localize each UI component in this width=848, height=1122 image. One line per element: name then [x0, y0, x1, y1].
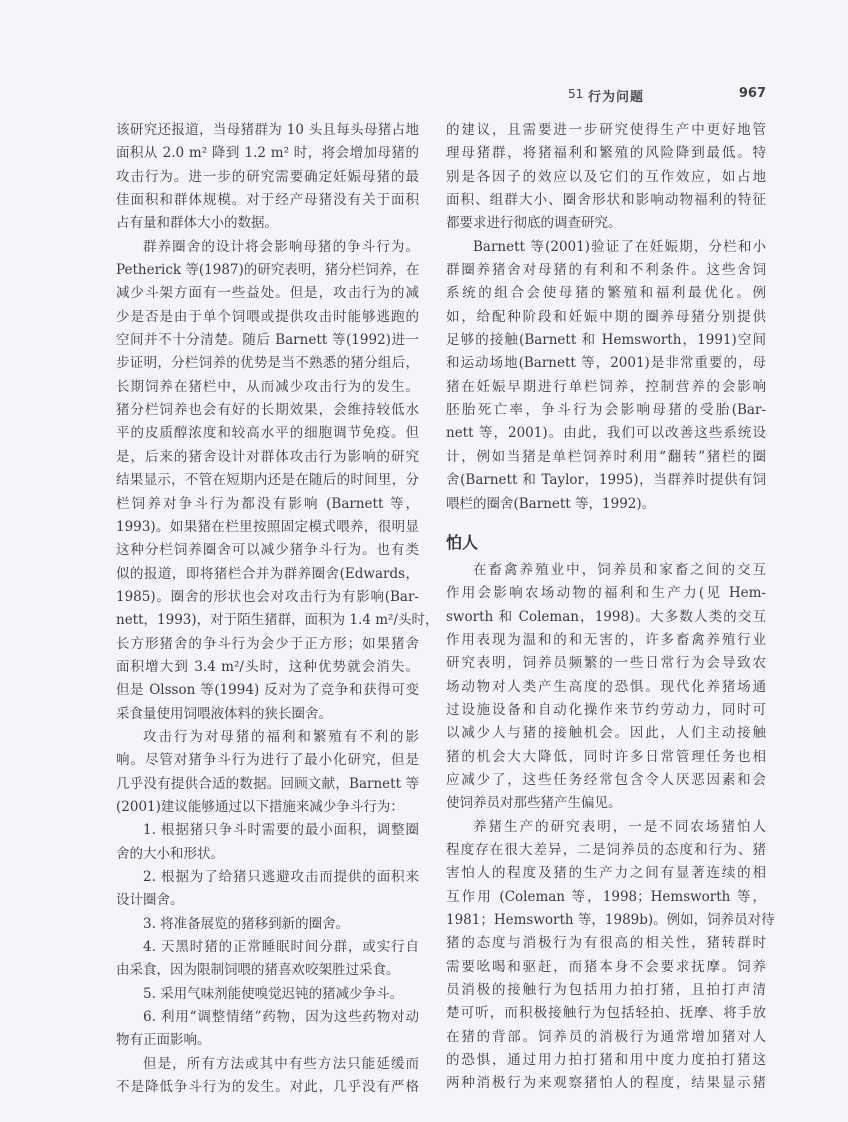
text-line: Barnett 等(2001)验证了在妊娠期，分栏和小: [473, 238, 766, 255]
text-line: 楚可听，而积极接触行为包括轻拍、抚摩、将手放: [446, 1005, 766, 1022]
paragraph: [116, 819, 419, 866]
paragraph: [116, 726, 419, 819]
text-line: 几乎没有提供合适的数据。回顾文献，Barnett 等: [116, 775, 419, 792]
text-line: 减少斗架方面有一些益处。但是，攻击行为的减: [116, 285, 419, 302]
text-line: 喂栏的圈舍(Barnett 等，1992)。: [446, 495, 656, 512]
paragraph: [116, 1006, 419, 1053]
text-line: 应减少了，这些任务经常包含令人厌恶因素和会: [446, 771, 766, 788]
text-line: 佳面积和群体规模。对于经产母猪没有关于面积: [116, 192, 419, 209]
text-line: 作用表现为温和的和无害的，许多畜禽养殖行业: [446, 631, 766, 648]
text-line: 计，例如当猪是单栏饲养时利用“翻转”猪栏的圈: [446, 448, 766, 465]
text-line: 猪的态度与消极行为有很高的相关性，猪转群时: [446, 935, 766, 952]
paragraph: [446, 559, 766, 816]
text-line: 两种消极行为来观察猪怕人的程度，结果显示猪: [446, 1075, 766, 1092]
text-line: 长方形猪舍的争斗行为会少于正方形；如果猪舍: [116, 635, 419, 652]
text-line: 胚胎死亡率，争斗行为会影响母猪的受胎(Bar-: [446, 402, 766, 419]
text-line: 员消极的接触行为包括用力拍打猪，且拍打声清: [446, 982, 766, 999]
paragraph: [116, 913, 419, 936]
text-line: 猪在妊娠早期进行单栏饲养，控制营养的会影响: [446, 378, 766, 395]
text-line: 这种分栏饲养圈舍可以减少猪争斗行为。也有类: [116, 542, 419, 559]
paragraph: [116, 1053, 419, 1100]
text-line: 别是各因子的效应以及它们的互作效应，如占地: [446, 168, 766, 185]
text-line: 空间并不十分清楚。随后 Barnett 等(1992)进一: [116, 332, 419, 349]
paragraph: [446, 119, 766, 236]
text-line: 不是降低争斗行为的发生。对此，几乎没有严格: [116, 1079, 419, 1096]
text-line: 但是 Olsson 等(1994) 反对为了竞争和获得可变: [116, 682, 419, 699]
right-column: [446, 119, 775, 1096]
paragraph: [116, 119, 419, 236]
text-line: 在畜禽养殖业中，饲养员和家畜之间的交互: [473, 561, 766, 578]
text-line: 面积增大到 3.4 m²/头时，这种优势就会消失。: [116, 658, 419, 675]
text-line: 使饲养员对那些猪产生偏见。: [446, 795, 622, 812]
text-line: 设计圈舍。: [116, 892, 184, 909]
text-line: 以减少人与猪的接触机会。因此，人们主动接触: [446, 725, 766, 742]
right-column-top-body: [446, 119, 766, 516]
text-line: 5. 采用气味剂能使嗅觉迟钝的猪减少争斗。: [143, 985, 404, 1002]
section-heading: 怕人: [446, 532, 479, 552]
text-line: 足够的接触(Barnett 和 Hemsworth，1991)空间: [446, 332, 766, 349]
text-line: 的建议，且需要进一步研究使得生产中更好地管: [446, 122, 766, 138]
text-line: 步证明，分栏饲养的优势是当不熟悉的猪分组后，: [116, 355, 419, 372]
paragraph: [446, 816, 775, 1096]
running-header: [540, 86, 766, 106]
left-column-body: [116, 119, 439, 1099]
text-line: 作用会影响农场动物的福利和生产力(见 Hem-: [446, 585, 766, 602]
text-line: 面积、组群大小、圈舍形状和影响动物福利的特征: [446, 192, 766, 209]
text-line: 该研究还报道，当母猪群为 10 头且每头母猪占地: [116, 122, 419, 138]
text-line: 场动物对人类产生高度的恐惧。现代化养猪场通: [446, 678, 766, 695]
text-line: 的恐惧，通过用力拍打猪和用中度力度拍打猪这: [446, 1052, 766, 1069]
text-line: sworth 和 Coleman，1998)。大多数人类的交互: [446, 608, 766, 625]
text-line: 1. 根据猪只争斗时需要的最小面积，调整圈: [143, 822, 419, 839]
paragraph: [116, 936, 419, 983]
text-line: 养猪生产的研究表明，一是不同农场猪怕人: [473, 818, 766, 835]
text-line: 结果显示，不管在短期内还是在随后的时间里，分: [116, 472, 419, 489]
text-line: 少是否是由于单个饲喂或提供攻击时能够逃跑的: [116, 308, 419, 325]
text-line: 舍(Barnett 和 Taylor，1995)，当群养时提供有饲: [446, 472, 766, 489]
left-column: [116, 119, 439, 1099]
text-line: 栏饲养对争斗行为都没有影响 (Barnett 等，: [116, 495, 419, 512]
text-line: 平的皮质醇浓度和较高水平的细胞调节免疫。但: [116, 425, 419, 442]
text-line: 猪分栏饲养也会有好的长期效果，会维持较低水: [116, 402, 419, 419]
text-line: 理母猪群，将猪福利和繁殖的风险降到最低。特: [446, 145, 766, 162]
text-line: 程度存在很大差异，二是饲养员的态度和行为、猪: [446, 841, 766, 858]
page-number: 967: [738, 86, 766, 101]
text-line: 攻击行为对母猪的福利和繁殖有不利的影: [143, 728, 419, 745]
text-line: 群圈养猪舍对母猪的有利和不利条件。这些舍饲: [446, 262, 766, 279]
text-line: 需要吆喝和驱赶，而猪本身不会要求抚摩。饲养: [446, 958, 766, 975]
text-line: Petherick 等(1987)的研究表明，猪分栏饲养，在: [116, 262, 420, 279]
chapter-title: 行为问题: [588, 90, 645, 105]
text-line: 似的报道，即将猪栏合并为群养圈舍(Edwards，: [116, 565, 419, 582]
text-line: 是，后来的猪舍设计对群体攻击行为影响的研究: [116, 448, 419, 465]
text-line: (2001)建议能够通过以下措施来减少争斗行为：: [116, 798, 404, 815]
text-line: 舍的大小和形状。: [116, 845, 224, 862]
paragraph: [446, 236, 766, 516]
text-line: 害怕人的程度及猪的生产力之间有显著连续的相: [446, 865, 766, 882]
text-line: 但是，所有方法或其中有些方法只能延缓而: [143, 1055, 419, 1072]
paragraph: [116, 983, 419, 1006]
text-line: 响。尽管对猪争斗行为进行了最小化研究，但是: [116, 752, 419, 769]
text-line: 6. 利用“调整情绪”药物，因为这些药物对动: [143, 1009, 419, 1026]
text-line: 互作用 (Coleman 等，1998；Hemsworth 等，: [446, 888, 766, 905]
text-line: 和运动场地(Barnett 等，2001)是非常重要的，母: [446, 355, 766, 372]
text-line: 占有量和群体大小的数据。: [116, 215, 278, 232]
text-line: 4. 天黑时猪的正常睡眠时间分群，或实行自: [143, 939, 419, 956]
text-line: 如，给配种阶段和妊娠中期的圈养母猪分别提供: [446, 308, 766, 325]
paragraph: [116, 866, 419, 913]
text-line: 由采食，因为限制饲喂的猪喜欢咬架胜过采食。: [116, 962, 400, 979]
text-line: 面积从 2.0 m² 降到 1.2 m² 时，将会增加母猪的: [116, 145, 419, 162]
text-line: nett 等，2001)。由此，我们可以改善这些系统设: [446, 425, 766, 442]
text-line: 1981；Hemsworth 等，1989b)。例如，饲养员对待: [446, 912, 775, 928]
text-line: nett，1993)，对于陌生猪群，面积为 1.4 m²/头时，: [116, 612, 439, 629]
text-line: 1993)。如果猪在栏里按照固定模式喂养，很明显: [116, 518, 419, 535]
text-line: 猪的机会大大降低，同时许多日常管理任务也相: [446, 748, 766, 765]
text-line: 2. 根据为了给猪只逃避攻击而提供的面积来: [143, 869, 419, 885]
text-line: 采食量使用饲喂液体料的狭长圈舍。: [116, 705, 332, 722]
paragraph: [116, 236, 439, 726]
text-line: 1985)。圈舍的形状也会对攻击行为有影响(Bar-: [116, 588, 419, 605]
text-line: 过设施设备和自动化操作来节约劳动力，同时可: [446, 701, 766, 718]
chapter-number: 51: [568, 87, 584, 101]
text-line: 在猪的背部。饲养员的消极行为通常增加猪对人: [446, 1028, 766, 1045]
text-line: 3. 将准备展览的猪移到新的圈舍。: [143, 915, 350, 932]
text-line: 群养圈舍的设计将会影响母猪的争斗行为。: [143, 238, 419, 255]
text-line: 物有正面影响。: [116, 1032, 211, 1049]
text-line: 攻击行为。进一步的研究需要确定妊娠母猪的最: [116, 168, 419, 185]
text-line: 都要求进行彻底的调查研究。: [446, 215, 622, 232]
right-column-bottom-body: [446, 559, 775, 1096]
text-line: 研究表明，饲养员频繁的一些日常行为会导致农: [446, 655, 766, 672]
text-line: 长期饲养在猪栏中，从而减少攻击行为的发生。: [116, 378, 419, 395]
text-line: 系统的组合会使母猪的繁殖和福利最优化。例: [446, 285, 766, 302]
